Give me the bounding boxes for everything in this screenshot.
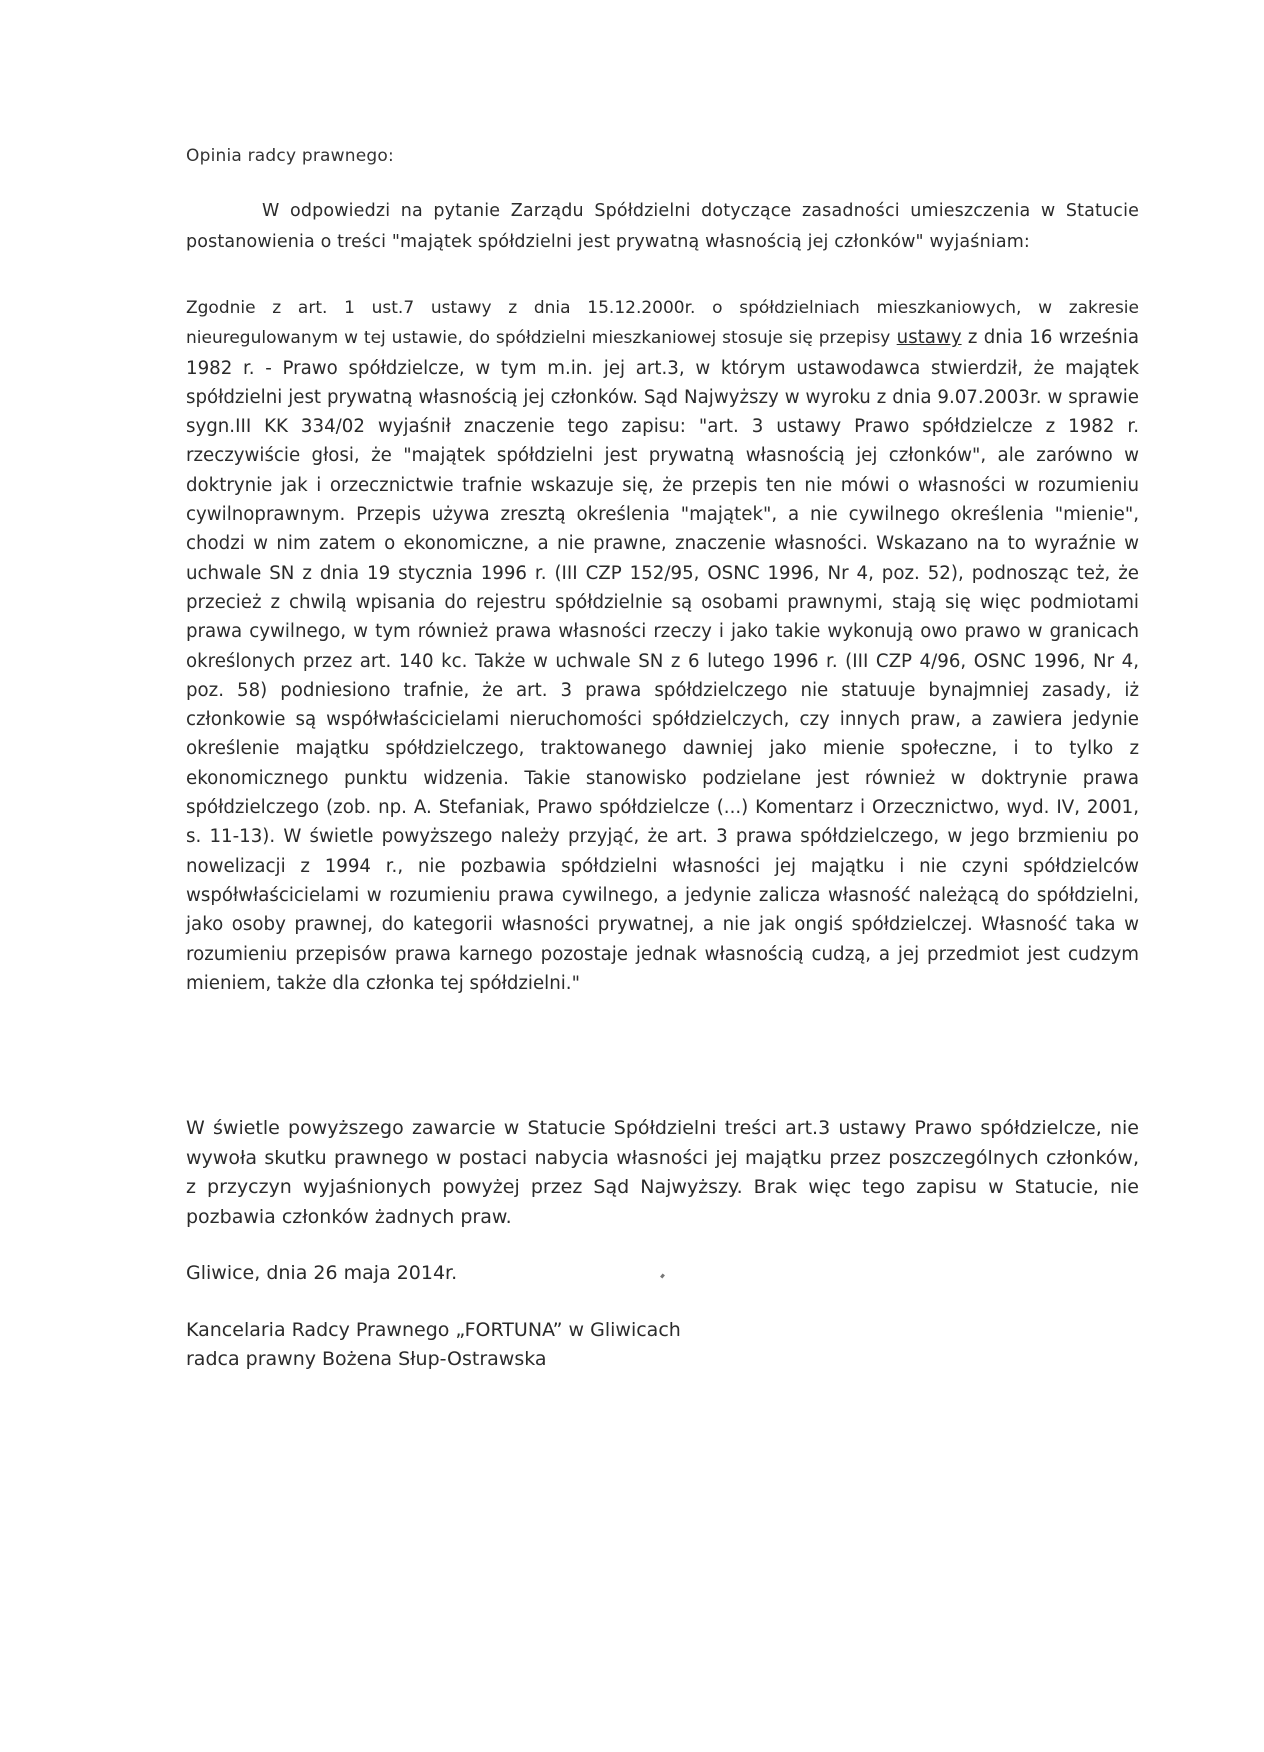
document-heading: Opinia radcy prawnego: — [186, 146, 394, 166]
legal-basis-continuation: z dnia 16 września 1982 r. - Prawo spółdzielcze, w tym m.in. jej art.3, w którym ustawodawca stwierdził, że majątek spółdzielni jest prywatną własnością jej członków. Sąd Najwyższy w wyroku z dnia 9.07.2003r. w sprawie sygn.III KK 334/02 wyjaśnił znaczenie tego zapisu: — [186, 327, 1139, 438]
place-and-date: Gliwice, dnia 26 maja 2014r. — [186, 1262, 458, 1284]
legal-basis-text: Zgodnie z art. 1 ust.7 ustawy z dnia 15.12.2000r. o spółdzielniach mieszkaniowych, w zakresie nieuregulowanym w tej ustawie, do spółdzielni mieszkaniowej stosuje się przepisy — [186, 298, 1139, 349]
statute-link[interactable]: ustawy — [896, 327, 962, 349]
court-quote: "art. 3 ustawy Prawo spółdzielcze z 1982 r. rzeczywiście głosi, że "majątek spółdzielni jest prywatną własnością jej członków", ale zarówno w doktrynie jak i orzecznictwie trafnie wskazuje się, że przepis ten nie mówi o własności w rozumieniu cywilnoprawnym. Przepis używa zresztą określenia "majątek", a nie cywilnego określenia "mienie", chodzi w nim zatem o ekonomiczne, a nie prawne, znaczenie własności. Wskazano na to wyraźnie w uchwale SN z dnia 19 stycznia 1996 r. (III CZP 152/95, OSNC 1996, Nr 4, poz. 52), podnosząc też, że przecież z chwilą wpisania do rejestru spółdzielnie są osobami prawnymi, stają się więc podmiotami prawa cywilnego, w tym również prawa własności rzeczy i jako takie wykonują owo prawo w granicach określonych przez art. 140 kc. Także w uchwale SN z 6 lutego 1996 r. (III CZP 4/96, OSNC 1996, Nr 4, poz. 58) podniesiono trafnie, że art. 3 prawa spółdzielczego nie statuuje bynajmniej zasady, iż członkowie są współwłaścicielami nieruchomości spółdzielczych, czy innych praw, a zawiera jedynie określenie majątku spółdzielczego, traktowanego dawniej jako mienie społeczne, i to tylko z ekonomicznego punktu widzenia. Takie stanowisko podzielane jest również w doktrynie prawa spółdzielczego (zob. np. A. Stefaniak, Prawo spółdzielcze (...) Komentarz i Orzecznictwo, wyd. IV, 2001, s. 11-13). W świetle powyższego należy przyjąć, że art. 3 prawa spółdzielczego, w jego brzmieniu po nowelizacji z 1994 r., nie pozbawia spółdzielni własności jej majątku i nie czyni spółdzielców współwłaścicielami w rozumieniu prawa cywilnego, a jedynie zalicza własność należącą do spółdzielni, jako osoby prawnej, do kategorii własności prywatnej, a nie jak ongiś spółdzielczej. Własność taka w rozumieniu przepisów prawa karnego pozostaje jednak własnością cudzą, a jej przedmiot jest cudzym mieniem, także dla członka tej spółdzielni." — [186, 416, 1139, 994]
scan-mark — [660, 1274, 665, 1279]
legal-basis-paragraph — [186, 293, 1139, 998]
intro-paragraph — [186, 196, 1139, 258]
conclusion-paragraph: W świetle powyższego zawarcie w Statucie Spółdzielni treści art.3 ustawy Prawo spółdzielcze, nie wywoła skutku prawnego w postaci nabycia własności jej majątku przez poszczególnych członków, z przyczyn wyjaśnionych powyżej przez Sąd Najwyższy. Brak więc tego zapisu w Statucie, nie pozbawia członków żadnych praw. — [186, 1117, 1139, 1228]
signature-block — [186, 1316, 681, 1374]
intro-text: W odpowiedzi na pytanie Zarządu Spółdzielni dotyczące zasadności umieszczenia w Statucie postanowienia o treści "majątek spółdzielni jest prywatną własnością jej członków" wyjaśniam: — [186, 201, 1139, 252]
signature-firm: Kancelaria Radcy Prawnego „FORTUNA” w Gliwicach — [186, 1319, 681, 1341]
signature-name: radca prawny Bożena Słup-Ostrawska — [186, 1348, 547, 1370]
